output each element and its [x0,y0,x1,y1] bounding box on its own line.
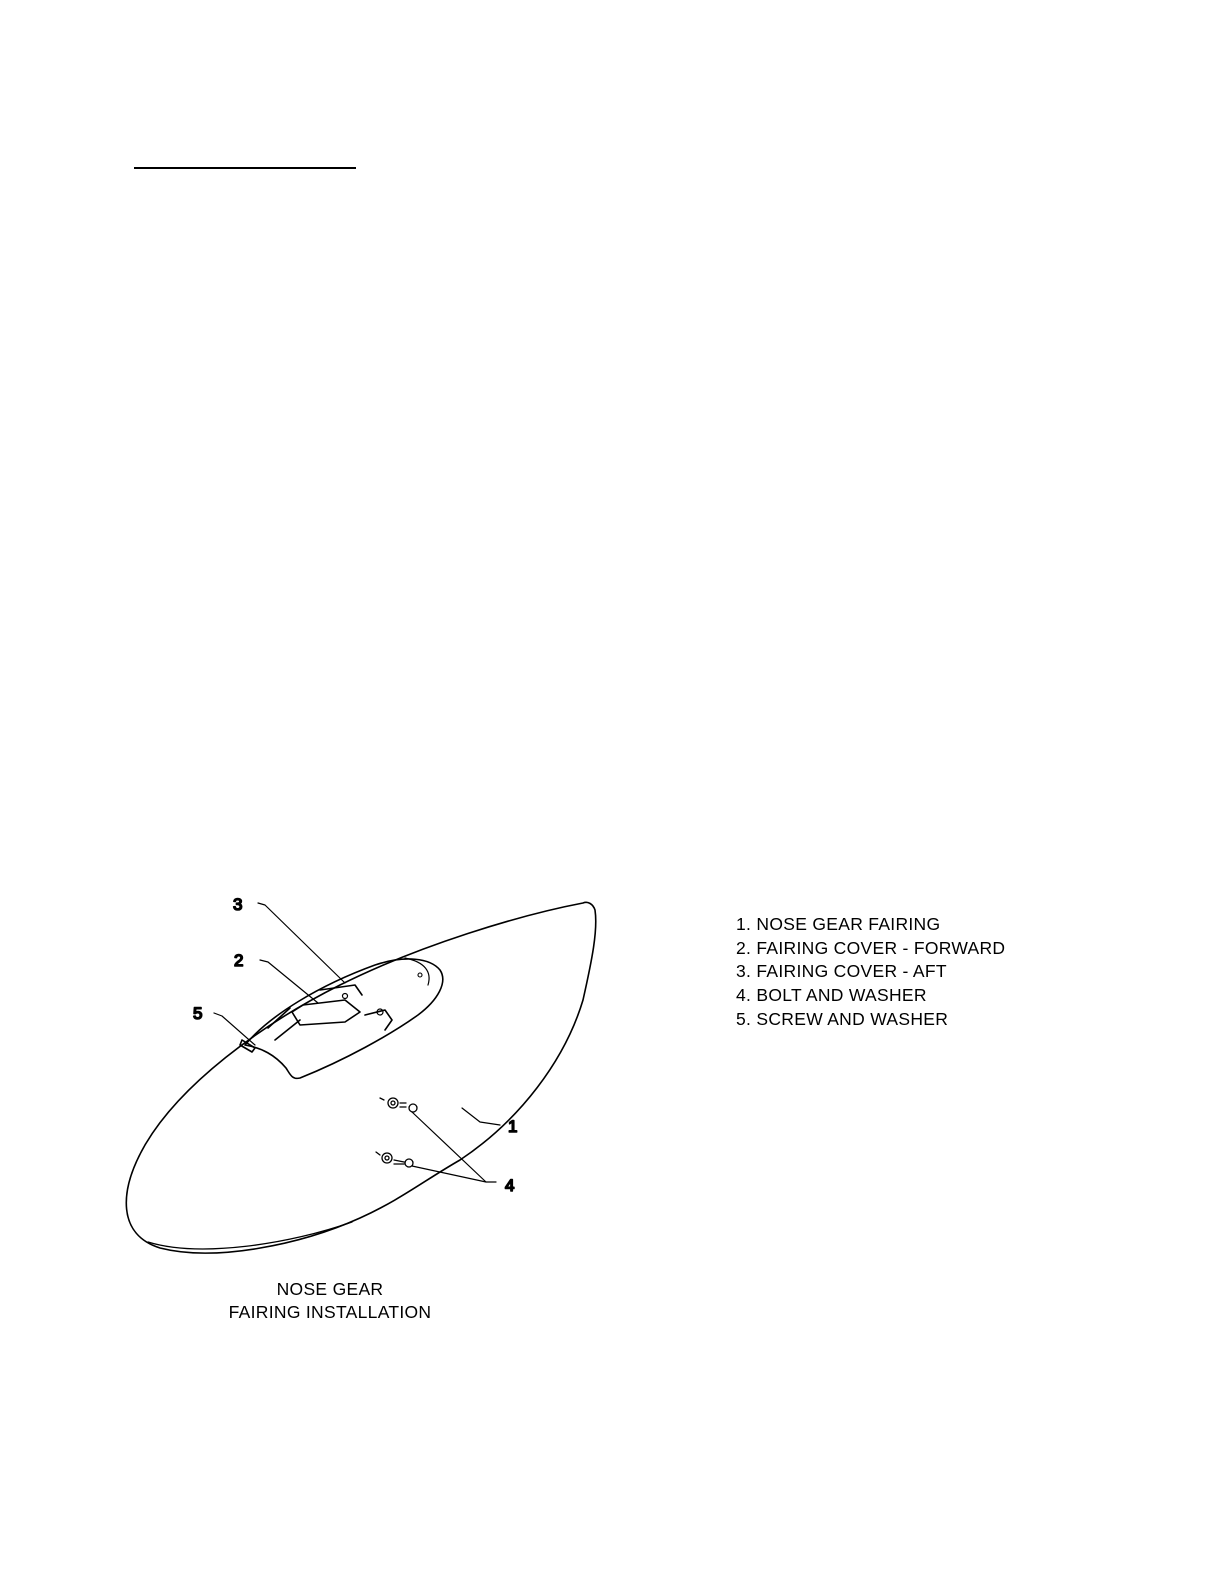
bolt-and-washer-upper [380,1098,417,1112]
fairing-cover-forward [292,1000,360,1025]
caption-line-2: FAIRING INSTALLATION [228,1302,432,1322]
legend-item: 4. BOLT AND WASHER [736,985,927,1006]
legend-item: 2. FAIRING COVER - FORWARD [736,937,1006,958]
callout-4: 4 [505,1176,515,1195]
leader-line-5 [214,1013,255,1045]
leader-line-4a [412,1112,486,1182]
callout-3: 3 [233,895,243,914]
legend-item: 3. FAIRING COVER - AFT [736,961,947,982]
leader-line-3 [258,903,345,983]
legend-item: 1. NOSE GEAR FAIRING [736,914,941,934]
forward-cover-detail [268,1008,300,1040]
callout-5: 5 [193,1004,203,1023]
callout-2: 2 [234,951,244,970]
leader-line-2 [260,960,318,1003]
opening-inner-edge [405,958,429,985]
parts-legend [736,913,1005,1032]
figure-caption [170,1278,490,1324]
fairing-body-outline [126,902,595,1253]
callout-1: 1 [508,1117,518,1136]
leader-line-1 [462,1108,500,1125]
fairing-opening-outline [245,959,443,1078]
legend-item: 5. SCREW AND WASHER [736,1008,949,1029]
fairing-bottom-edge [148,1222,352,1249]
caption-line-1: NOSE GEAR [276,1279,384,1299]
bolt-and-washer-lower [376,1152,413,1167]
